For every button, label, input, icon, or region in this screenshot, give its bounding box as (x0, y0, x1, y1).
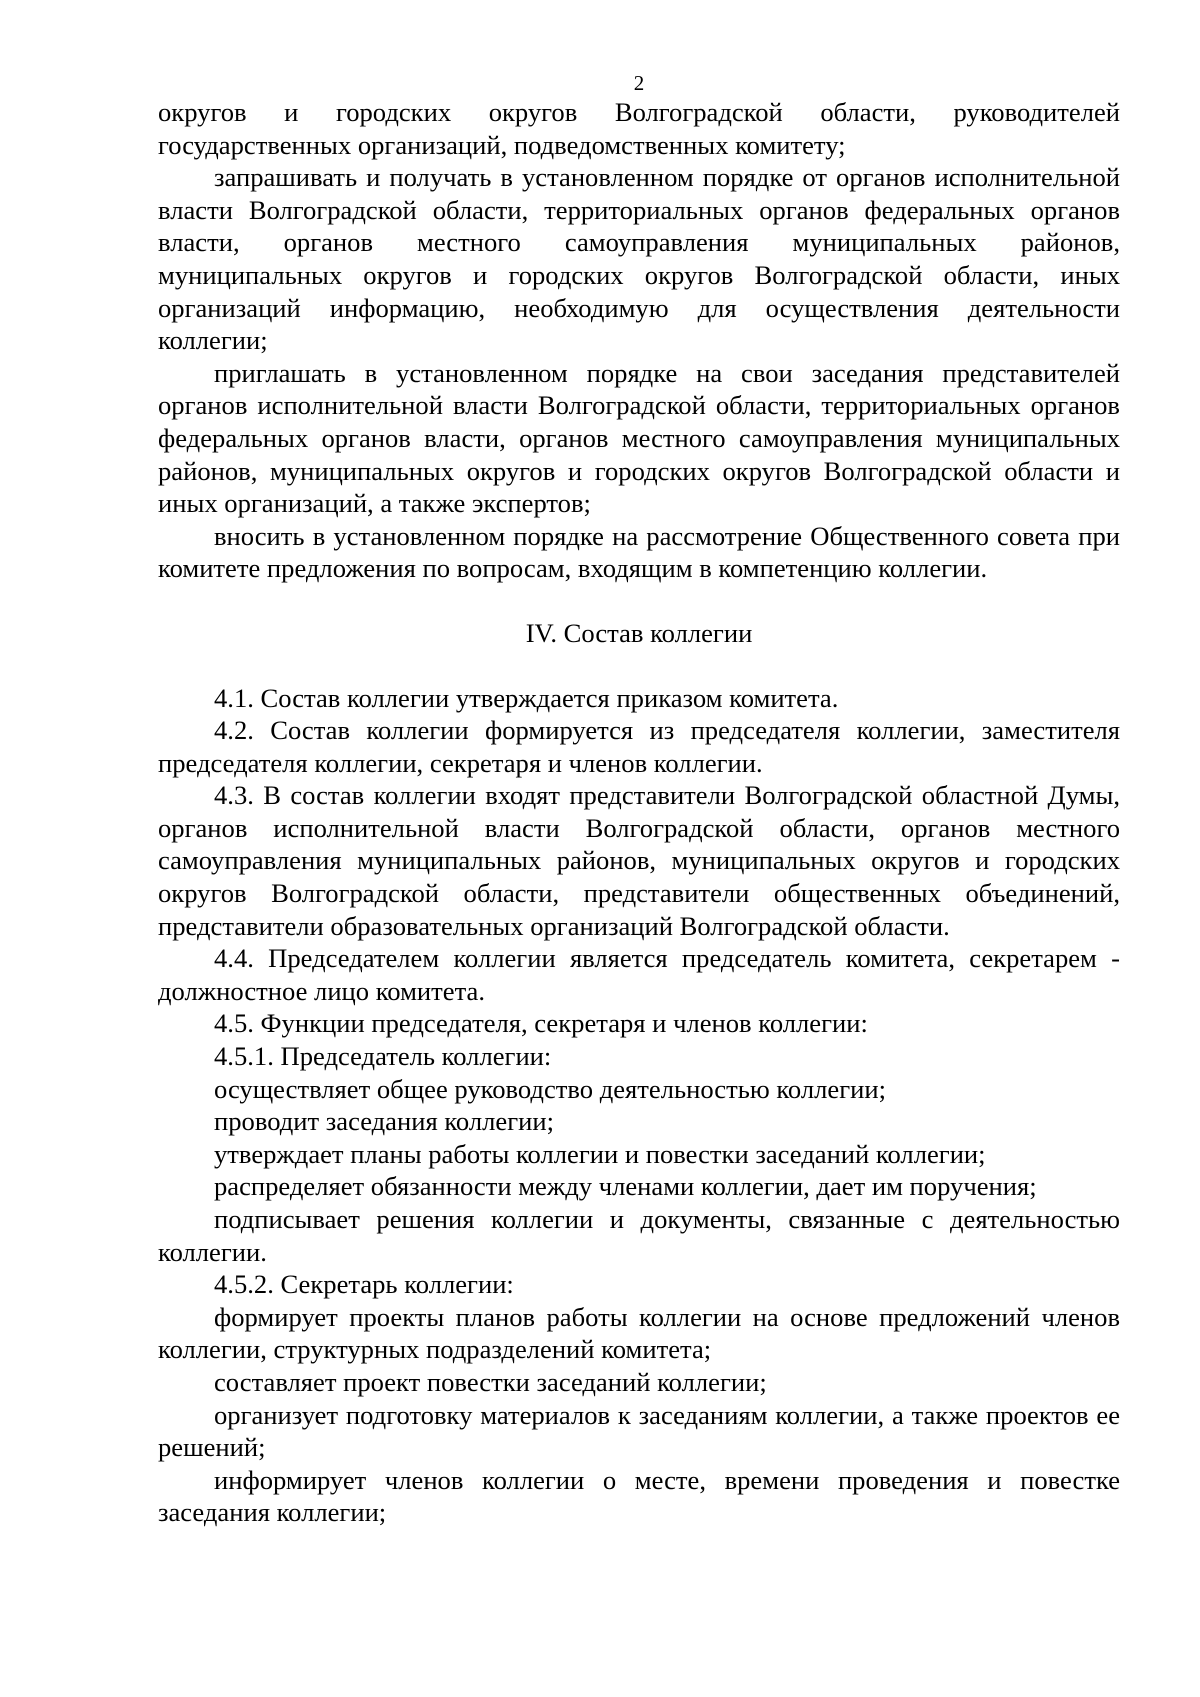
paragraph: составляет проект повестки заседаний коллегии; (214, 1366, 767, 1397)
paragraph: 4.2. Состав коллегии формируется из председателя коллегии, заместителя председателя коллегии, секретаря и членов коллегии. (158, 715, 1120, 778)
paragraph: 4.3. В состав коллегии входят представители Волгоградской областной Думы, органов исполнительной власти Волгоградской области, органов местного самоуправления муниципальных районов, муниципальных округов и городских округов Волгоградской области, представители общественных объединений, представители образовательных организаций Волгоградской области. (158, 780, 1120, 941)
paragraph: информирует членов коллегии о месте, времени проведения и повестке заседания коллегии; (158, 1464, 1120, 1528)
document-page (158, 70, 1120, 1529)
paragraph: 4.5.1. Председатель коллегии: (214, 1041, 552, 1072)
paragraphs-bottom (158, 682, 1120, 1529)
paragraph: приглашать в установленном порядке на свои заседания представителей органов исполнительной власти Волгоградской области, территориальных органов федеральных органов власти, органов местного самоуправления муниципальных районов, муниципальных округов и городских округов Волгоградской области и иных организаций, а также экспертов; (158, 357, 1120, 519)
paragraph: 4.1. Состав коллегии утверждается приказом комитета. (214, 682, 839, 713)
paragraph: 4.4. Председателем коллегии является председатель комитета, секретарем - должностное лицо комитета. (158, 943, 1120, 1006)
paragraph: подписывает решения коллегии и документы, связанные с деятельностью коллегии. (158, 1204, 1120, 1267)
paragraph: осуществляет общее руководство деятельностью коллегии; (214, 1073, 886, 1104)
paragraph: запрашивать и получать в установленном порядке от органов исполнительной власти Волгоградской области, территориальных органов федеральных органов власти, органов местного самоуправления муниципальных районов, муниципальных округов и городских округов Волгоградской области, иных организаций информацию, необходимую для осуществления деятельности коллегии; (158, 162, 1120, 356)
section-heading: IV. Состав коллегии (525, 617, 753, 648)
paragraph: вносить в установленном порядке на рассмотрение Общественного совета при комитете предложения по вопросам, входящим в компетенцию коллегии. (158, 520, 1120, 584)
paragraph: утверждает планы работы коллегии и повестки заседаний коллегии; (214, 1138, 986, 1169)
page-number: 2 (633, 71, 645, 95)
paragraph: организует подготовку материалов к заседаниям коллегии, а также проектов ее решений; (158, 1399, 1120, 1463)
paragraph: формирует проекты планов работы коллегии на основе предложений членов коллегии, структурных подразделений комитета; (158, 1301, 1120, 1365)
paragraph: округов и городских округов Волгоградской области, руководителей государственных организаций, подведомственных комитету; (158, 97, 1120, 160)
paragraph: 4.5. Функции председателя, секретаря и членов коллегии: (214, 1008, 868, 1039)
paragraph: 4.5.2. Секретарь коллегии: (214, 1269, 514, 1300)
paragraphs-top (158, 96, 1120, 585)
paragraph: распределяет обязанности между членами коллегии, дает им поручения; (214, 1171, 1037, 1202)
paragraph: проводит заседания коллегии; (214, 1106, 554, 1137)
